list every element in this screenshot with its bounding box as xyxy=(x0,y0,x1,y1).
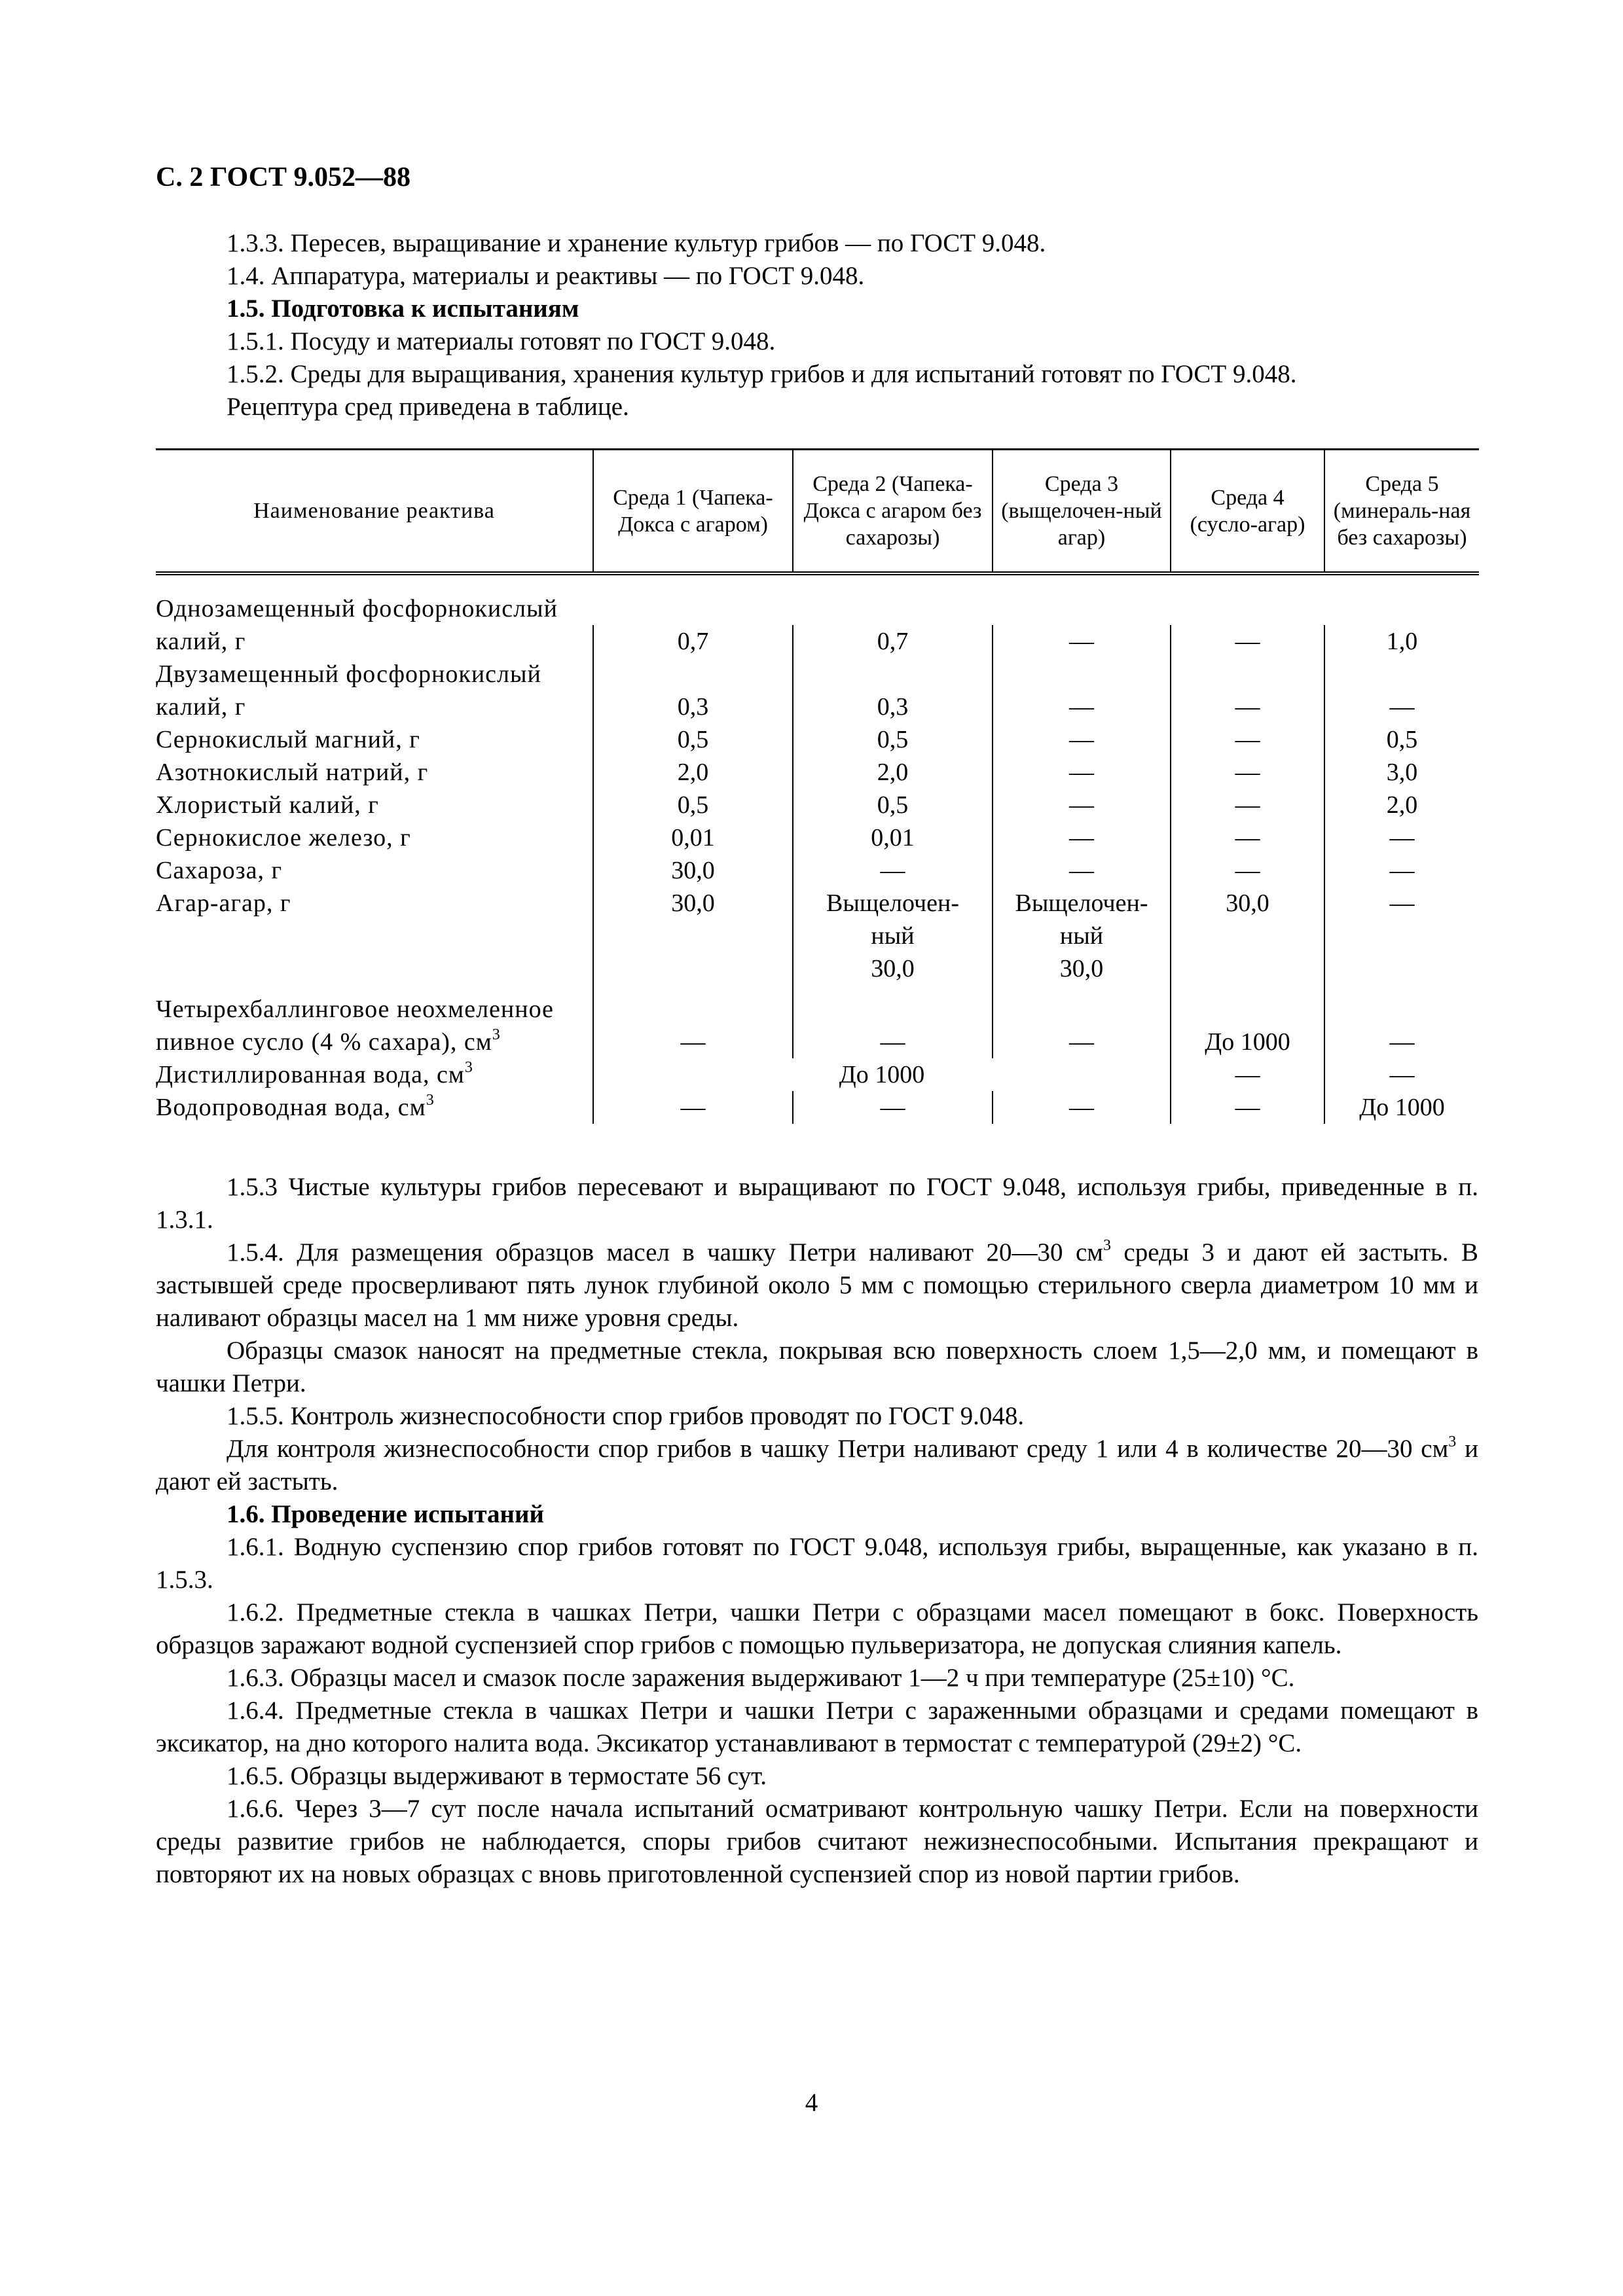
reagent-name: Однозамещенный фосфорнокислый xyxy=(156,595,558,622)
value-cell: ный xyxy=(993,920,1171,952)
reagent-name: калий, г xyxy=(156,628,246,655)
value-cell: — xyxy=(993,625,1171,658)
paragraph-1-6-6: 1.6.6. Через 3—7 сут после начала испытаний осматривают контрольную чашку Петри. Если на поверхности среды развитие грибов не наблюдается, споры грибов считают нежизнеспособными. Испытания прекращают и повторяют их на новых образцах с вновь приготовленной суспензией спор из новой партии грибов. xyxy=(156,1795,1478,1888)
value-cell: 0,3 xyxy=(793,691,993,723)
paragraph-1-4: 1.4. Аппаратура, материалы и реактивы — по ГОСТ 9.048. xyxy=(227,262,865,290)
value-cell: — xyxy=(1171,854,1324,887)
reagent-name: Сернокислый магний, г xyxy=(156,726,420,753)
value-cell: — xyxy=(993,691,1171,723)
value-cell: — xyxy=(1171,821,1324,854)
paragraph-table-intro: Рецептура сред приведена в таблице. xyxy=(227,393,629,421)
table-row xyxy=(156,625,1479,658)
value-cell: 0,5 xyxy=(593,723,793,756)
page-header: С. 2 ГОСТ 9.052—88 xyxy=(156,162,411,192)
table-row xyxy=(156,573,1479,625)
reagent-name: Сернокислое железо, г xyxy=(156,824,411,852)
value-cell: — xyxy=(1324,854,1479,887)
value-cell: 0,7 xyxy=(593,625,793,658)
paragraph-1-6-5: 1.6.5. Образцы выдерживают в термостате 56 сут. xyxy=(227,1762,767,1790)
value-cell: — xyxy=(1324,887,1479,920)
value-cell: 0,5 xyxy=(793,723,993,756)
value-cell: 1,0 xyxy=(1324,625,1479,658)
table-row xyxy=(156,854,1479,887)
table-row xyxy=(156,658,1479,691)
value-cell: — xyxy=(1171,756,1324,789)
value-cell: 0,7 xyxy=(793,625,993,658)
value-cell: — xyxy=(793,1026,993,1058)
page-number: 4 xyxy=(805,2089,818,2117)
header-medium-5: Среда 5 (минераль-ная без сахарозы) xyxy=(1324,450,1479,574)
paragraph-1-6-1: 1.6.1. Водную суспензию спор грибов готовят по ГОСТ 9.048, используя грибы, выращенные, как указано в п. 1.5.3. xyxy=(156,1533,1478,1594)
value-cell: 0,5 xyxy=(1324,723,1479,756)
value-cell: — xyxy=(593,1091,793,1124)
reagent-name: пивное сусло (4 % сахара), $см^3$ xyxy=(156,1026,501,1056)
value-cell: 0,5 xyxy=(593,789,793,821)
media-recipe-table xyxy=(156,448,1479,1124)
paragraph-1-5-1: 1.5.1. Посуду и материалы готовят по ГОСТ 9.048. xyxy=(227,327,776,355)
value-cell: 0,01 xyxy=(593,821,793,854)
reagent-name: Четырехбаллинговое неохмеленное xyxy=(156,996,554,1023)
header-medium-3: Среда 3 (выщелочен-ный агар) xyxy=(993,450,1171,574)
document-page xyxy=(156,160,1478,1891)
value-cell: — xyxy=(1324,691,1479,723)
value-cell: — xyxy=(793,1091,993,1124)
table-row xyxy=(156,821,1479,854)
value-cell: 30,0 xyxy=(593,887,793,920)
value-cell: — xyxy=(1324,821,1479,854)
reagent-name: Водопроводная вода, $см^3$ xyxy=(156,1092,435,1121)
value-cell: — xyxy=(1171,723,1324,756)
table-row xyxy=(156,691,1479,723)
value-cell: — xyxy=(993,1091,1171,1124)
value-cell: 30,0 xyxy=(993,952,1171,985)
section-heading-1-5: 1.5. Подготовка к испытаниям xyxy=(227,295,579,323)
table-header-row xyxy=(156,450,1479,574)
reagent-name: Двузамещенный фосфорнокислый xyxy=(156,660,541,688)
value-cell: До 1000 xyxy=(593,1058,1171,1091)
paragraph-1-6-2: 1.6.2. Предметные стекла в чашках Петри, чашки Петри с образцами масел помещают в бокс. Поверхность образцов заражают водной суспензией спор грибов с помощью пульверизатора, не допуская слияния капель. xyxy=(156,1598,1478,1659)
value-cell: — xyxy=(993,854,1171,887)
reagent-name: Дистиллированная вода, $см^3$ xyxy=(156,1059,473,1088)
value-cell: — xyxy=(1171,691,1324,723)
paragraph-1-5-2: 1.5.2. Среды для выращивания, хранения культур грибов и для испытаний готовят по ГОСТ 9.048. xyxy=(227,360,1297,388)
header-medium-4: Среда 4 (сусло-агар) xyxy=(1171,450,1324,574)
table-row xyxy=(156,1091,1479,1124)
reagent-name: Азотнокислый натрий, г xyxy=(156,759,429,786)
reagent-name: калий, г xyxy=(156,693,246,721)
value-cell: 3,0 xyxy=(1324,756,1479,789)
reagent-name: Сахароза, г xyxy=(156,857,283,884)
table-row xyxy=(156,1058,1479,1091)
table-row xyxy=(156,952,1479,985)
value-cell: 0,3 xyxy=(593,691,793,723)
value-cell: — xyxy=(1324,1058,1479,1091)
value-cell: 2,0 xyxy=(593,756,793,789)
value-cell: — xyxy=(993,723,1171,756)
value-cell: — xyxy=(793,854,993,887)
value-cell: 30,0 xyxy=(1171,887,1324,920)
value-cell: 0,5 xyxy=(793,789,993,821)
table-row xyxy=(156,985,1479,1026)
value-cell: ный xyxy=(793,920,993,952)
value-cell: — xyxy=(593,1026,793,1058)
value-cell: — xyxy=(1171,625,1324,658)
paragraph-1-3-3: 1.3.3. Пересев, выращивание и хранение культур грибов — по ГОСТ 9.048. xyxy=(227,229,1046,257)
section-heading-1-6: 1.6. Проведение испытаний xyxy=(227,1500,544,1528)
value-cell: — xyxy=(1171,789,1324,821)
value-cell: — xyxy=(1324,1026,1479,1058)
reagent-name: Агар-агар, г xyxy=(156,889,291,917)
value-cell: — xyxy=(1171,1091,1324,1124)
value-cell: 2,0 xyxy=(793,756,993,789)
value-cell: До 1000 xyxy=(1324,1091,1479,1124)
header-reagent: Наименование реактива xyxy=(156,450,593,574)
paragraph-1-5-4: 1.5.4. Для размещения образцов масел в чашку Петри наливают 20—30 $см^3$ среды 3 и дают ей застыть. В застывшей среде просверливают пять лунок глубиной около 5 мм с помощью стерильного сверла диаметром 10 мм и наливают образцы масел на 1 мм ниже уровня среды. xyxy=(156,1237,1478,1332)
table-row xyxy=(156,723,1479,756)
header-medium-1: Среда 1 (Чапека-Докса с агаром) xyxy=(593,450,793,574)
value-cell: — xyxy=(993,789,1171,821)
value-cell: 30,0 xyxy=(793,952,993,985)
table-row xyxy=(156,920,1479,952)
value-cell: 30,0 xyxy=(593,854,793,887)
value-cell: Выщелочен- xyxy=(993,887,1171,920)
table-row xyxy=(156,887,1479,920)
value-cell: До 1000 xyxy=(1171,1026,1324,1058)
paragraph-1-6-4: 1.6.4. Предметные стекла в чашках Петри и чашки Петри с зараженными образцами и средами помещают в эксикатор, на дно которого налита вода. Эксикатор устанавливают в термостат с температурой (29±2) °С. xyxy=(156,1696,1478,1757)
value-cell: 2,0 xyxy=(1324,789,1479,821)
paragraph-1-5-3: 1.5.3 Чистые культуры грибов пересевают и выращивают по ГОСТ 9.048, используя грибы, приведенные в п. 1.3.1. xyxy=(156,1173,1478,1234)
paragraph-lubricant-samples: Образцы смазок наносят на предметные стекла, покрывая всю поверхность слоем 1,5—2,0 мм, и помещают в чашки Петри. xyxy=(156,1336,1478,1397)
value-cell: Выщелочен- xyxy=(793,887,993,920)
paragraph-1-6-3: 1.6.3. Образцы масел и смазок после заражения выдерживают 1—2 ч при температуре (25±10) °С. xyxy=(227,1664,1295,1692)
table-row xyxy=(156,789,1479,821)
reagent-name: Хлористый калий, г xyxy=(156,791,379,819)
header-medium-2: Среда 2 (Чапека-Докса с агаром без сахарозы) xyxy=(793,450,993,574)
paragraph-1-5-5: 1.5.5. Контроль жизнеспособности спор грибов проводят по ГОСТ 9.048. xyxy=(227,1402,1025,1430)
value-cell: — xyxy=(993,756,1171,789)
value-cell: — xyxy=(993,821,1171,854)
table-row xyxy=(156,756,1479,789)
value-cell: — xyxy=(993,1026,1171,1058)
paragraph-viability-control: Для контроля жизнеспособности спор грибов в чашку Петри наливают среду 1 или 4 в количестве 20—30 $см^3$ и дают ей застыть. xyxy=(156,1433,1478,1496)
value-cell: 0,01 xyxy=(793,821,993,854)
value-cell: — xyxy=(1171,1058,1324,1091)
table-row xyxy=(156,1026,1479,1058)
